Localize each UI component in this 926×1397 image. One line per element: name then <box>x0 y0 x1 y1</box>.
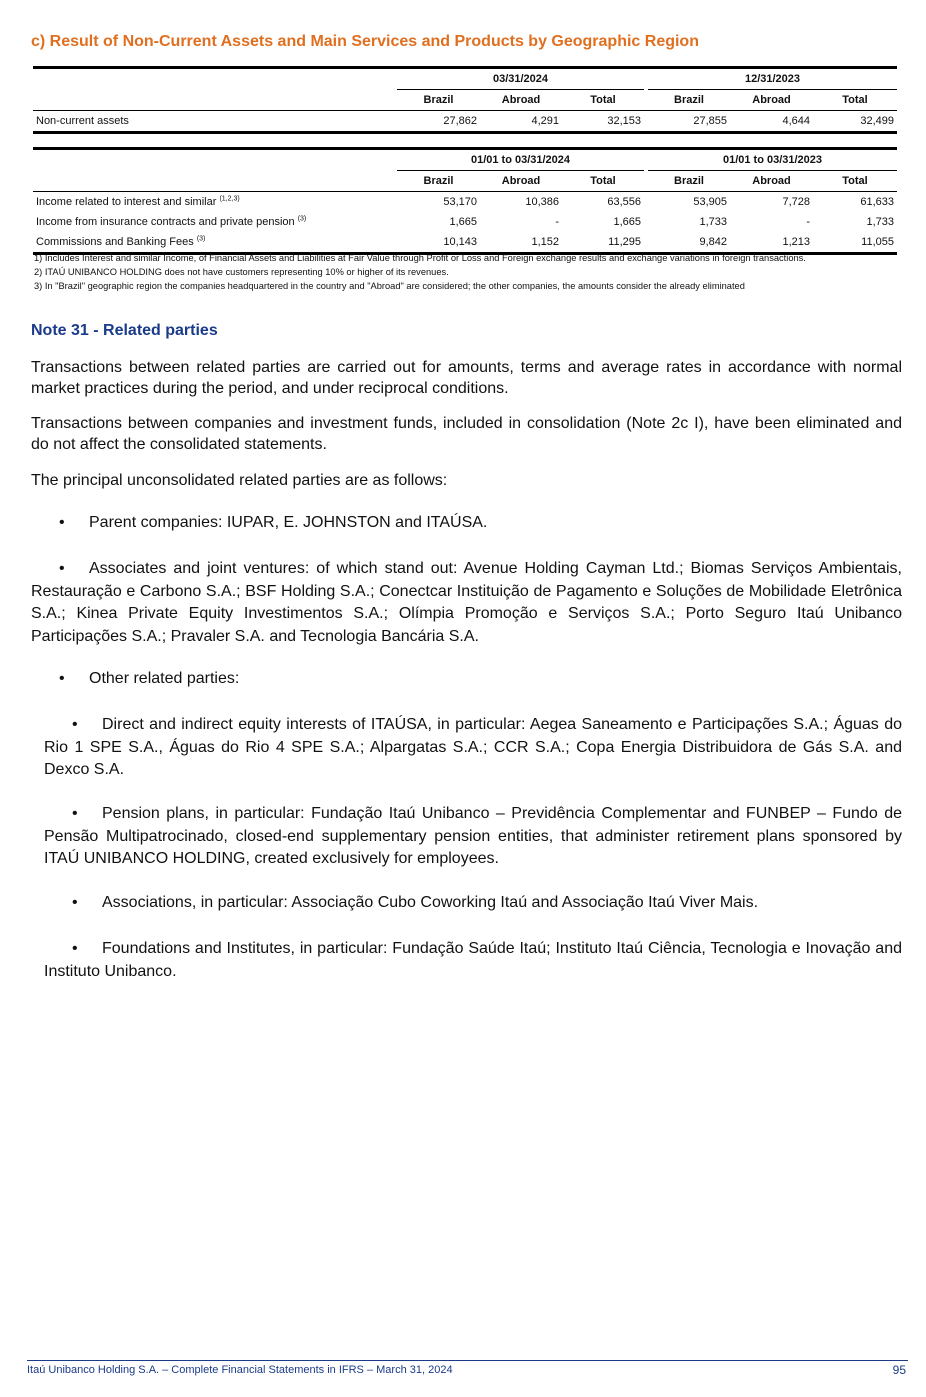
cell-value: 4,644 <box>782 115 810 127</box>
column-header: Brazil <box>397 171 480 192</box>
sub-bullet-item: • Pension plans, in particular: Fundação Itaú Unibanco – Previdência Complementar and FUNBEP – Fundo de Pensão Multipatrocinado, closed-end supplementary pension entities, that administer retirement plans sponsored by ITAÚ UNIBANCO HOLDING, created exclusively for employees. <box>44 805 902 867</box>
period-header: 01/01 to 03/31/2024 <box>397 149 644 171</box>
cell-value: 4,291 <box>531 115 559 127</box>
bullet-icon: • <box>72 805 78 822</box>
page-number: 95 <box>892 1363 906 1377</box>
cell-value: 1,733 <box>699 216 727 228</box>
non-current-assets-table <box>33 66 897 134</box>
cell-value: 1,665 <box>613 216 641 228</box>
services-products-table <box>33 147 897 255</box>
cell-value: 10,143 <box>443 236 477 248</box>
cell-value: 61,633 <box>860 196 894 208</box>
column-header: Brazil <box>648 90 730 111</box>
period-header: 12/31/2023 <box>648 68 897 90</box>
section-title: c) Result of Non-Current Assets and Main Services and Products by Geographic Region <box>31 33 699 50</box>
row-label: Commissions and Banking Fees $^{(3)}$ <box>36 235 206 248</box>
cell-value: 1,665 <box>449 216 477 228</box>
column-header: Total <box>813 90 897 111</box>
paragraph: Transactions between companies and investment funds, included in consolidation (Note 2c I), have been eliminated and do not affect the consolidated statements. <box>31 415 902 453</box>
cell-value: 7,728 <box>782 196 810 208</box>
column-header: Abroad <box>730 171 813 192</box>
paragraph: Transactions between related parties are carried out for amounts, terms and average rates in accordance with normal market practices during the period, and under reciprocal conditions. <box>31 359 902 397</box>
cell-value: 32,499 <box>860 115 894 127</box>
column-header: Brazil <box>648 171 730 192</box>
cell-value: 9,842 <box>699 236 727 248</box>
sub-bullet-item: • Direct and indirect equity interests of ITAÚSA, in particular: Aegea Saneamento e Participações S.A.; Águas do Rio 1 SPE S.A., Águas do Rio 4 SPE S.A.; Alpargatas S.A.; CCR S.A.; Copa Energia Distribuidora de Gás S.A. and Dexco S.A. <box>44 716 902 778</box>
cell-value: 1,152 <box>531 236 559 248</box>
bullet-item: • Associates and joint ventures: of which stand out: Avenue Holding Cayman Ltd.; Biomas Serviços Ambientais, Restauração e Carbono S.A.; BSF Holding S.A.; Conectcar Instituição de Pagamento e Soluções de Mobilidade Eletrônica S.A.; Kinea Private Equity Investimentos S.A.; Olímpia Promoção e Serviços S.A.; Porto Seguro Itaú Unibanco Participações S.A.; Pravaler S.A. and Tecnologia Bancária S.A. <box>31 560 902 645</box>
column-header: Abroad <box>480 90 562 111</box>
table-row <box>33 212 897 232</box>
cell-value: 53,905 <box>693 196 727 208</box>
sub-bullet-item: • Foundations and Institutes, in particular: Fundação Saúde Itaú; Instituto Itaú Ciência, Tecnologia e Inovação and Instituto Unibanco. <box>44 940 902 980</box>
column-header: Abroad <box>730 90 813 111</box>
row-label: Income related to interest and similar $^{(1,2,3)}$ <box>36 195 240 208</box>
footnote: 1) Includes Interest and similar Income, of Financial Assets and Liabilities at Fair Value through Profit or Loss and Foreign exchange results and exchange variations in foreign transactions. <box>34 253 806 263</box>
paragraph: The principal unconsolidated related parties are as follows: <box>31 472 448 489</box>
cell-value: 32,153 <box>607 115 641 127</box>
period-header: 03/31/2024 <box>397 68 644 90</box>
bullet-item: • Other related parties: <box>31 668 902 691</box>
cell-value: 11,295 <box>608 236 641 248</box>
footer-divider <box>27 1360 908 1361</box>
footer-text: Itaú Unibanco Holding S.A. – Complete Financial Statements in IFRS – March 31, 2024 <box>27 1364 453 1376</box>
bullet-icon: • <box>72 716 78 733</box>
cell-value: 27,855 <box>693 115 727 127</box>
footnote: 3) In "Brazil" geographic region the companies headquartered in the country and "Abroad" are considered; the other companies, the amounts consider the already eliminated <box>34 281 745 291</box>
cell-value: 1,733 <box>866 216 894 228</box>
row-label: Income from insurance contracts and private pension $^{(3)}$ <box>36 215 307 228</box>
bullet-icon: • <box>59 514 65 531</box>
cell-value: 63,556 <box>607 196 641 208</box>
cell-value: 53,170 <box>443 196 477 208</box>
table-row <box>33 111 897 133</box>
cell-value: - <box>555 216 559 228</box>
footnotes <box>34 251 896 293</box>
cell-value: - <box>806 216 810 228</box>
table-row <box>33 192 897 213</box>
bullet-icon: • <box>72 894 78 911</box>
cell-value: 1,213 <box>782 236 810 248</box>
column-header: Brazil <box>397 90 480 111</box>
footnote: 2) ITAÚ UNIBANCO HOLDING does not have customers representing 10% or higher of its revenues. <box>34 267 449 277</box>
period-header: 01/01 to 03/31/2023 <box>648 149 897 171</box>
bullet-icon: • <box>72 940 78 957</box>
note-title: Note 31 - Related parties <box>31 322 218 339</box>
bullet-icon: • <box>59 670 65 687</box>
cell-value: 27,862 <box>443 115 477 127</box>
sub-bullet-item: • Associations, in particular: Associação Cubo Coworking Itaú and Associação Itaú Viver Mais. <box>44 892 902 915</box>
bullet-item: • Parent companies: IUPAR, E. JOHNSTON and ITAÚSA. <box>31 512 902 535</box>
column-header: Abroad <box>480 171 562 192</box>
cell-value: 10,386 <box>525 196 559 208</box>
column-header: Total <box>813 171 897 192</box>
row-label: Non-current assets <box>36 115 129 127</box>
bullet-icon: • <box>59 560 65 577</box>
column-header: Total <box>562 171 644 192</box>
cell-value: 11,055 <box>861 236 894 248</box>
column-header: Total <box>562 90 644 111</box>
